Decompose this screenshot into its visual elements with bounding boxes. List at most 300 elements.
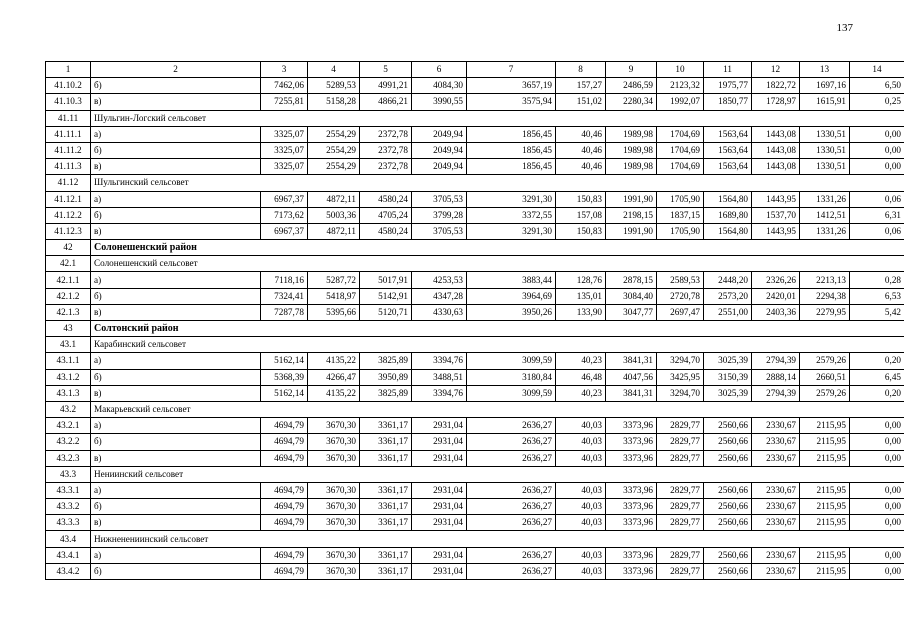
value-cell: 2636,27 (467, 450, 556, 466)
table-row (46, 450, 904, 466)
value-cell: 4694,79 (261, 563, 308, 579)
value-cell: 3294,70 (657, 385, 704, 401)
value-cell: 1330,51 (800, 159, 850, 175)
value-cell: 2829,77 (657, 482, 704, 498)
value-cell: 3180,84 (467, 369, 556, 385)
value-cell: 2049,94 (412, 126, 467, 142)
column-number-row (46, 62, 904, 78)
value-cell: 0,00 (850, 547, 904, 563)
row-label: б) (91, 207, 261, 223)
value-cell: 3373,96 (606, 434, 657, 450)
row-code: 41.12.1 (46, 191, 91, 207)
table-row (46, 482, 904, 498)
value-cell: 40,46 (556, 159, 606, 175)
value-cell: 4694,79 (261, 515, 308, 531)
value-cell: 1856,45 (467, 142, 556, 158)
value-cell: 2720,78 (657, 288, 704, 304)
column-header: 12 (752, 62, 800, 78)
table-row (46, 272, 904, 288)
value-cell: 0,00 (850, 142, 904, 158)
column-header: 8 (556, 62, 606, 78)
value-cell: 2279,95 (800, 304, 850, 320)
table-row (46, 499, 904, 515)
value-cell: 2115,95 (800, 547, 850, 563)
value-cell: 3705,53 (412, 223, 467, 239)
value-cell: 157,08 (556, 207, 606, 223)
value-cell: 6967,37 (261, 191, 308, 207)
value-cell: 2931,04 (412, 418, 467, 434)
value-cell: 2636,27 (467, 547, 556, 563)
value-cell: 2403,36 (752, 304, 800, 320)
row-code: 41.12.2 (46, 207, 91, 223)
council-row (46, 256, 904, 272)
value-cell: 4991,21 (360, 78, 412, 94)
value-cell: 7255,81 (261, 94, 308, 110)
column-header: 10 (657, 62, 704, 78)
value-cell: 40,23 (556, 353, 606, 369)
council-row (46, 401, 904, 417)
council-row (46, 175, 904, 191)
row-label: в) (91, 515, 261, 531)
value-cell: 1837,15 (657, 207, 704, 223)
value-cell: 46,48 (556, 369, 606, 385)
value-cell: 2554,29 (308, 159, 360, 175)
table-row (46, 207, 904, 223)
value-cell: 4580,24 (360, 191, 412, 207)
column-header: 11 (704, 62, 752, 78)
value-cell: 2198,15 (606, 207, 657, 223)
value-cell: 1443,08 (752, 126, 800, 142)
section-code: 41.11 (46, 110, 91, 126)
value-cell: 1704,69 (657, 142, 704, 158)
value-cell: 40,46 (556, 142, 606, 158)
table-row (46, 353, 904, 369)
value-cell: 3964,69 (467, 288, 556, 304)
value-cell: 3150,39 (704, 369, 752, 385)
value-cell: 2280,34 (606, 94, 657, 110)
value-cell: 4694,79 (261, 499, 308, 515)
council-title: Солонешенский сельсовет (91, 256, 904, 272)
value-cell: 1989,98 (606, 142, 657, 158)
value-cell: 0,00 (850, 482, 904, 498)
value-cell: 1412,51 (800, 207, 850, 223)
value-cell: 1689,80 (704, 207, 752, 223)
section-code: 43 (46, 321, 91, 337)
value-cell: 4253,53 (412, 272, 467, 288)
table-row (46, 223, 904, 239)
value-cell: 3394,76 (412, 385, 467, 401)
row-code: 43.3.3 (46, 515, 91, 531)
value-cell: 1697,16 (800, 78, 850, 94)
value-cell: 1704,69 (657, 159, 704, 175)
value-cell: 2115,95 (800, 563, 850, 579)
value-cell: 40,03 (556, 547, 606, 563)
column-header: 4 (308, 62, 360, 78)
value-cell: 2560,66 (704, 499, 752, 515)
value-cell: 0,25 (850, 94, 904, 110)
value-cell: 135,01 (556, 288, 606, 304)
value-cell: 3025,39 (704, 385, 752, 401)
value-cell: 3841,31 (606, 385, 657, 401)
value-cell: 2794,39 (752, 353, 800, 369)
value-cell: 2697,47 (657, 304, 704, 320)
table-row (46, 126, 904, 142)
value-cell: 7462,06 (261, 78, 308, 94)
value-cell: 4047,56 (606, 369, 657, 385)
table-row (46, 515, 904, 531)
table-row (46, 288, 904, 304)
value-cell: 2049,94 (412, 159, 467, 175)
value-cell: 3361,17 (360, 547, 412, 563)
column-header: 9 (606, 62, 657, 78)
value-cell: 1704,69 (657, 126, 704, 142)
value-cell: 3373,96 (606, 418, 657, 434)
column-header: 5 (360, 62, 412, 78)
row-code: 42.1.3 (46, 304, 91, 320)
value-cell: 3670,30 (308, 482, 360, 498)
value-cell: 2560,66 (704, 418, 752, 434)
value-cell: 133,90 (556, 304, 606, 320)
value-cell: 3670,30 (308, 499, 360, 515)
value-cell: 2878,15 (606, 272, 657, 288)
value-cell: 1615,91 (800, 94, 850, 110)
value-cell: 4084,30 (412, 78, 467, 94)
value-cell: 3291,30 (467, 223, 556, 239)
value-cell: 2560,66 (704, 547, 752, 563)
value-cell: 0,00 (850, 418, 904, 434)
row-label: а) (91, 272, 261, 288)
value-cell: 1331,26 (800, 223, 850, 239)
row-label: а) (91, 126, 261, 142)
value-cell: 2931,04 (412, 547, 467, 563)
row-code: 43.4.1 (46, 547, 91, 563)
value-cell: 2931,04 (412, 482, 467, 498)
value-cell: 2931,04 (412, 515, 467, 531)
row-code: 43.1.2 (46, 369, 91, 385)
value-cell: 2115,95 (800, 515, 850, 531)
section-code: 41.12 (46, 175, 91, 191)
value-cell: 2330,67 (752, 482, 800, 498)
value-cell: 2589,53 (657, 272, 704, 288)
table-row (46, 304, 904, 320)
value-cell: 5142,91 (360, 288, 412, 304)
value-cell: 5120,71 (360, 304, 412, 320)
value-cell: 1705,90 (657, 191, 704, 207)
value-cell: 1991,90 (606, 223, 657, 239)
row-label: в) (91, 223, 261, 239)
row-code: 41.11.1 (46, 126, 91, 142)
value-cell: 0,20 (850, 385, 904, 401)
value-cell: 3373,96 (606, 450, 657, 466)
row-code: 42.1.2 (46, 288, 91, 304)
value-cell: 3950,26 (467, 304, 556, 320)
row-code: 43.3.2 (46, 499, 91, 515)
council-row (46, 110, 904, 126)
council-row (46, 531, 904, 547)
value-cell: 6,31 (850, 207, 904, 223)
value-cell: 2486,59 (606, 78, 657, 94)
row-code: 43.2.1 (46, 418, 91, 434)
page-number: 137 (836, 22, 853, 34)
value-cell: 2330,67 (752, 563, 800, 579)
row-label: а) (91, 353, 261, 369)
value-cell: 5158,28 (308, 94, 360, 110)
row-label: в) (91, 450, 261, 466)
value-cell: 2829,77 (657, 563, 704, 579)
value-cell: 3670,30 (308, 563, 360, 579)
value-cell: 0,00 (850, 563, 904, 579)
value-cell: 2829,77 (657, 434, 704, 450)
table-row (46, 78, 904, 94)
value-cell: 1564,80 (704, 191, 752, 207)
value-cell: 3825,89 (360, 385, 412, 401)
value-cell: 40,03 (556, 418, 606, 434)
value-cell: 4694,79 (261, 547, 308, 563)
value-cell: 3047,77 (606, 304, 657, 320)
value-cell: 6,53 (850, 288, 904, 304)
value-cell: 1856,45 (467, 126, 556, 142)
value-cell: 1856,45 (467, 159, 556, 175)
table-row (46, 369, 904, 385)
value-cell: 3670,30 (308, 434, 360, 450)
council-row (46, 466, 904, 482)
value-cell: 5017,91 (360, 272, 412, 288)
district-title: Солтонский район (91, 321, 904, 337)
row-label: б) (91, 288, 261, 304)
value-cell: 3361,17 (360, 418, 412, 434)
row-label: в) (91, 94, 261, 110)
value-cell: 5418,97 (308, 288, 360, 304)
row-label: в) (91, 385, 261, 401)
value-cell: 3950,89 (360, 369, 412, 385)
council-title: Макарьевский сельсовет (91, 401, 904, 417)
district-row (46, 321, 904, 337)
row-label: в) (91, 159, 261, 175)
value-cell: 2560,66 (704, 434, 752, 450)
value-cell: 7324,41 (261, 288, 308, 304)
value-cell: 3099,59 (467, 385, 556, 401)
value-cell: 1563,64 (704, 159, 752, 175)
row-code: 43.2.2 (46, 434, 91, 450)
value-cell: 1330,51 (800, 142, 850, 158)
row-label: а) (91, 418, 261, 434)
value-cell: 0,00 (850, 515, 904, 531)
row-label: б) (91, 78, 261, 94)
value-cell: 1443,95 (752, 191, 800, 207)
value-cell: 1989,98 (606, 126, 657, 142)
value-cell: 3361,17 (360, 450, 412, 466)
value-cell: 157,27 (556, 78, 606, 94)
row-code: 41.10.3 (46, 94, 91, 110)
value-cell: 3425,95 (657, 369, 704, 385)
value-cell: 1850,77 (704, 94, 752, 110)
value-cell: 1728,97 (752, 94, 800, 110)
row-label: б) (91, 434, 261, 450)
row-code: 43.2.3 (46, 450, 91, 466)
value-cell: 0,20 (850, 353, 904, 369)
row-label: а) (91, 547, 261, 563)
row-code: 41.11.3 (46, 159, 91, 175)
value-cell: 2294,38 (800, 288, 850, 304)
value-cell: 1443,08 (752, 142, 800, 158)
value-cell: 7287,78 (261, 304, 308, 320)
value-cell: 3294,70 (657, 353, 704, 369)
value-cell: 7173,62 (261, 207, 308, 223)
value-cell: 4135,22 (308, 353, 360, 369)
column-header: 7 (467, 62, 556, 78)
value-cell: 0,00 (850, 126, 904, 142)
value-cell: 40,03 (556, 515, 606, 531)
row-label: а) (91, 482, 261, 498)
value-cell: 4347,28 (412, 288, 467, 304)
value-cell: 6,45 (850, 369, 904, 385)
value-cell: 2579,26 (800, 385, 850, 401)
value-cell: 3025,39 (704, 353, 752, 369)
section-code: 43.3 (46, 466, 91, 482)
value-cell: 3883,44 (467, 272, 556, 288)
value-cell: 2115,95 (800, 499, 850, 515)
column-header: 1 (46, 62, 91, 78)
value-cell: 2115,95 (800, 450, 850, 466)
value-cell: 6967,37 (261, 223, 308, 239)
value-cell: 2330,67 (752, 515, 800, 531)
council-title: Шульгинский сельсовет (91, 175, 904, 191)
value-cell: 1705,90 (657, 223, 704, 239)
value-cell: 2931,04 (412, 563, 467, 579)
value-cell: 3657,19 (467, 78, 556, 94)
value-cell: 1563,64 (704, 142, 752, 158)
value-cell: 150,83 (556, 223, 606, 239)
value-cell: 0,00 (850, 434, 904, 450)
value-cell: 2554,29 (308, 126, 360, 142)
value-cell: 2420,01 (752, 288, 800, 304)
value-cell: 2554,29 (308, 142, 360, 158)
row-code: 41.10.2 (46, 78, 91, 94)
value-cell: 4580,24 (360, 223, 412, 239)
value-cell: 5162,14 (261, 385, 308, 401)
table-row (46, 191, 904, 207)
value-cell: 1331,26 (800, 191, 850, 207)
value-cell: 2330,67 (752, 434, 800, 450)
value-cell: 3394,76 (412, 353, 467, 369)
value-cell: 5162,14 (261, 353, 308, 369)
value-cell: 4694,79 (261, 418, 308, 434)
value-cell: 40,23 (556, 385, 606, 401)
value-cell: 6,50 (850, 78, 904, 94)
council-row (46, 337, 904, 353)
section-code: 43.4 (46, 531, 91, 547)
value-cell: 1563,64 (704, 126, 752, 142)
value-cell: 0,28 (850, 272, 904, 288)
row-code: 43.1.3 (46, 385, 91, 401)
value-cell: 7118,16 (261, 272, 308, 288)
value-cell: 40,03 (556, 482, 606, 498)
value-cell: 0,06 (850, 191, 904, 207)
value-cell: 2115,95 (800, 418, 850, 434)
value-cell: 3670,30 (308, 515, 360, 531)
value-cell: 2573,20 (704, 288, 752, 304)
value-cell: 4330,63 (412, 304, 467, 320)
value-cell: 3361,17 (360, 434, 412, 450)
value-cell: 3373,96 (606, 482, 657, 498)
value-cell: 3325,07 (261, 159, 308, 175)
value-cell: 2888,14 (752, 369, 800, 385)
value-cell: 3705,53 (412, 191, 467, 207)
section-code: 43.2 (46, 401, 91, 417)
value-cell: 3488,51 (412, 369, 467, 385)
value-cell: 2636,27 (467, 515, 556, 531)
value-cell: 3373,96 (606, 499, 657, 515)
value-cell: 2579,26 (800, 353, 850, 369)
row-label: б) (91, 499, 261, 515)
value-cell: 1564,80 (704, 223, 752, 239)
value-cell: 150,83 (556, 191, 606, 207)
value-cell: 40,03 (556, 499, 606, 515)
value-cell: 151,02 (556, 94, 606, 110)
row-code: 41.12.3 (46, 223, 91, 239)
value-cell: 4872,11 (308, 223, 360, 239)
value-cell: 1975,77 (704, 78, 752, 94)
value-cell: 0,06 (850, 223, 904, 239)
table-row (46, 159, 904, 175)
value-cell: 3825,89 (360, 353, 412, 369)
value-cell: 4866,21 (360, 94, 412, 110)
value-cell: 40,03 (556, 450, 606, 466)
value-cell: 3099,59 (467, 353, 556, 369)
row-label: а) (91, 191, 261, 207)
value-cell: 4694,79 (261, 482, 308, 498)
value-cell: 3670,30 (308, 418, 360, 434)
value-cell: 3670,30 (308, 450, 360, 466)
value-cell: 3084,40 (606, 288, 657, 304)
value-cell: 3990,55 (412, 94, 467, 110)
council-title: Нениинский сельсовет (91, 466, 904, 482)
row-code: 43.1.1 (46, 353, 91, 369)
value-cell: 3372,55 (467, 207, 556, 223)
value-cell: 2560,66 (704, 482, 752, 498)
value-cell: 2636,27 (467, 499, 556, 515)
row-label: б) (91, 563, 261, 579)
value-cell: 2829,77 (657, 547, 704, 563)
value-cell: 2931,04 (412, 434, 467, 450)
value-cell: 0,00 (850, 159, 904, 175)
table-row (46, 385, 904, 401)
column-header: 2 (91, 62, 261, 78)
value-cell: 1822,72 (752, 78, 800, 94)
district-title: Солонешенский район (91, 240, 904, 256)
value-cell: 2372,78 (360, 126, 412, 142)
row-label: б) (91, 142, 261, 158)
column-header: 14 (850, 62, 904, 78)
value-cell: 2560,66 (704, 563, 752, 579)
value-cell: 2330,67 (752, 450, 800, 466)
table-row (46, 547, 904, 563)
value-cell: 3373,96 (606, 563, 657, 579)
table-row (46, 94, 904, 110)
value-cell: 1537,70 (752, 207, 800, 223)
value-cell: 3291,30 (467, 191, 556, 207)
section-code: 42.1 (46, 256, 91, 272)
value-cell: 3361,17 (360, 482, 412, 498)
district-row (46, 240, 904, 256)
data-table (45, 61, 904, 580)
value-cell: 5,42 (850, 304, 904, 320)
value-cell: 5368,39 (261, 369, 308, 385)
value-cell: 2931,04 (412, 499, 467, 515)
value-cell: 2560,66 (704, 515, 752, 531)
value-cell: 2794,39 (752, 385, 800, 401)
row-code: 43.3.1 (46, 482, 91, 498)
